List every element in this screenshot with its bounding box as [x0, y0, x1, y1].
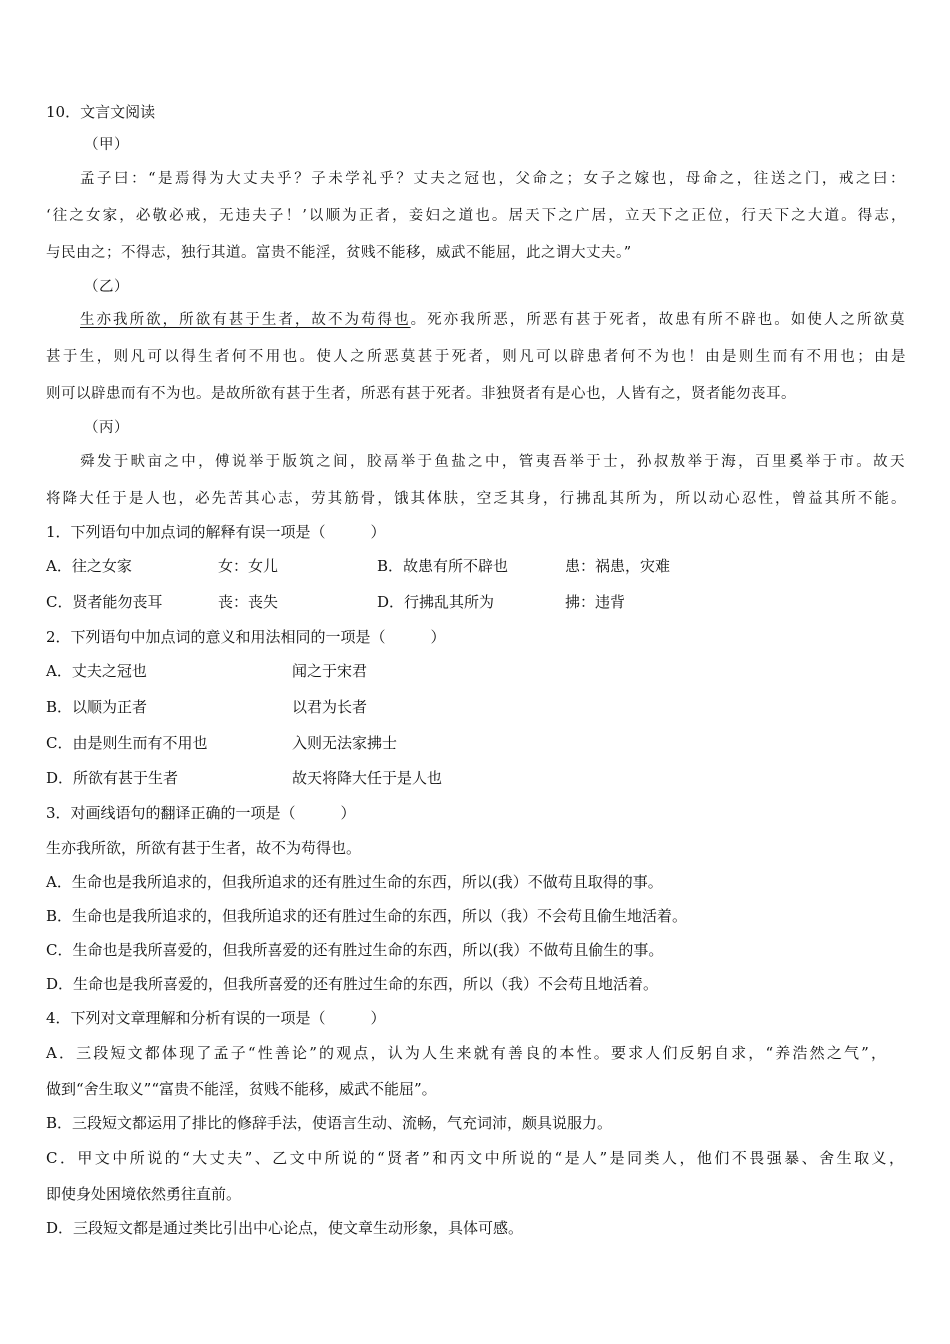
option-left: 所欲有甚于生者 — [73, 769, 179, 787]
q2-option — [46, 661, 147, 681]
q4-option-a-cont: 做到“舍生取义”“富贵不能淫，贫贱不能移，威武不能屈”。 — [46, 1080, 437, 1098]
q2-option-right: 故天将降大任于是人也 — [292, 769, 443, 787]
option-letter: D． — [46, 769, 74, 787]
q2-option — [46, 768, 178, 788]
question-header: 10．文言文阅读 — [46, 103, 156, 121]
q3-option: C．生命也是我所喜爱的，但我所喜爱的还有胜过生命的东西，所以(我）不做苟且偷生的事。 — [46, 941, 664, 959]
q2-option-right: 以君为长者 — [292, 698, 368, 716]
option-letter: B． — [46, 698, 73, 716]
passage-jia-label: （甲） — [84, 137, 129, 153]
passage-bing-line: 将降大任于是人也，必先苦其心志，劳其筋骨，饿其体肤，空乏其身，行拂乱其所为，所以动心忍性，曾益其所不能。 — [46, 491, 906, 507]
passage-jia-line: 孟子曰：“是焉得为大丈夫乎？子未学礼乎？丈夫之冠也，父命之；女子之嫁也，母命之，往送之门，戒之曰： — [80, 171, 905, 187]
q4-option-d: D．三段短文都是通过类比引出中心论点，使文章生动形象，具体可感。 — [46, 1219, 524, 1237]
q2-option — [46, 697, 147, 717]
option-letter: C． — [46, 734, 73, 752]
q4-option-a: A．三段短文都体现了孟子“性善论”的观点，认为人生来就有善良的本性。要求人们反躬自求，“养浩然之气”， — [46, 1044, 886, 1062]
q4-option-c-cont: 即使身处困境依然勇往直前。 — [46, 1185, 242, 1203]
option-left: 丈夫之冠也 — [71, 662, 147, 680]
q1-option-b — [377, 556, 508, 576]
option-left: 由是则生而有不用也 — [72, 734, 208, 752]
passage-yi-line: 则可以辟患而有不为也。是故所欲有甚于生者，所恶有甚于死者。非独贤者有是心也，人皆有之，贤者能勿丧耳。 — [46, 386, 796, 402]
q2-option — [46, 733, 208, 753]
q1-stem: 1．下列语句中加点词的解释有误一项是（ ） — [46, 523, 386, 541]
passage-yi-label: （乙） — [84, 279, 129, 295]
q1-option-b-gloss: 患：祸患，灾难 — [565, 557, 671, 575]
q1-option-d-gloss: 拂：违背 — [565, 593, 626, 611]
q2-stem: 2．下列语句中加点词的意义和用法相同的一项是（ ） — [46, 628, 446, 646]
option-letter: C． — [46, 593, 73, 611]
q1-option-a-gloss: 女：女儿 — [218, 557, 279, 575]
q2-option-right: 闻之于宋君 — [292, 662, 368, 680]
q3-option: D．生命也是我所喜爱的，但我所喜爱的还有胜过生命的东西，所以（我）不会苟且地活着。 — [46, 975, 659, 993]
q3-option: A．生命也是我所追求的，但我所追求的还有胜过生命的东西，所以(我）不做苟且取得的事。 — [46, 873, 663, 891]
q1-option-a — [46, 556, 132, 576]
passage-bing-label: （丙） — [84, 420, 129, 436]
passage-jia-line: 与民由之；不得志，独行其道。富贵不能淫，贫贱不能移，威武不能屈，此之谓大丈夫。” — [46, 245, 632, 261]
passage-yi-line: 甚于生，则凡可以得生者何不用也。使人之所恶莫甚于死者，则凡可以辟患者何不为也！由是则生而有不用也；由是 — [46, 349, 906, 365]
option-left: 以顺为正者 — [72, 698, 148, 716]
q4-option-c: C．甲文中所说的“大丈夫”、乙文中所说的“贤者”和丙文中所说的“是人”是同类人，他们不畏强暴、舍生取义， — [46, 1149, 904, 1167]
q1-option-c — [46, 592, 163, 612]
q3-stem: 3．对画线语句的翻译正确的一项是（ ） — [46, 804, 356, 822]
q4-stem: 4．下列对文章理解和分析有误的一项是（ ） — [46, 1009, 386, 1027]
option-text: 贤者能勿丧耳 — [72, 593, 163, 611]
option-letter: A． — [46, 557, 72, 575]
passage-yi-line-first — [80, 310, 905, 330]
option-letter: A． — [46, 662, 72, 680]
option-letter: B． — [377, 557, 404, 575]
option-letter: D． — [377, 593, 405, 611]
q4-option-b: B．三段短文都运用了排比的修辞手法，使语言生动、流畅，气充词沛，颇具说服力。 — [46, 1114, 613, 1132]
q3-option: B．生命也是我所追求的，但我所追求的还有胜过生命的东西，所以（我）不会苟且偷生地活着。 — [46, 907, 688, 925]
passage-jia-line: ‘往之女家，必敬必戒，无违夫子！’以顺为正者，妾妇之道也。居天下之广居，立天下之正位，行天下之大道。得志， — [46, 208, 906, 224]
passage-bing-line: 舜发于畎亩之中，傅说举于版筑之间，胶鬲举于鱼盐之中，管夷吾举于士，孙叔敖举于海，百里奚举于市。故天 — [80, 454, 905, 470]
q1-option-d — [377, 592, 494, 612]
passage-yi-line-rest: 。死亦我所恶，所恶有甚于死者，故患有所不辟也。如使人之所欲莫 — [410, 312, 906, 328]
underlined-sentence: 生亦我所欲，所欲有甚于生者，故不为苟得也 — [80, 312, 411, 328]
q3-quote: 生亦我所欲，所欲有甚于生者，故不为苟得也。 — [46, 839, 362, 857]
q2-option-right: 入则无法家拂士 — [292, 734, 398, 752]
q1-option-c-gloss: 丧：丧失 — [218, 593, 279, 611]
option-text: 故患有所不辟也 — [403, 557, 509, 575]
option-text: 行拂乱其所为 — [404, 593, 495, 611]
option-text: 往之女家 — [71, 557, 132, 575]
